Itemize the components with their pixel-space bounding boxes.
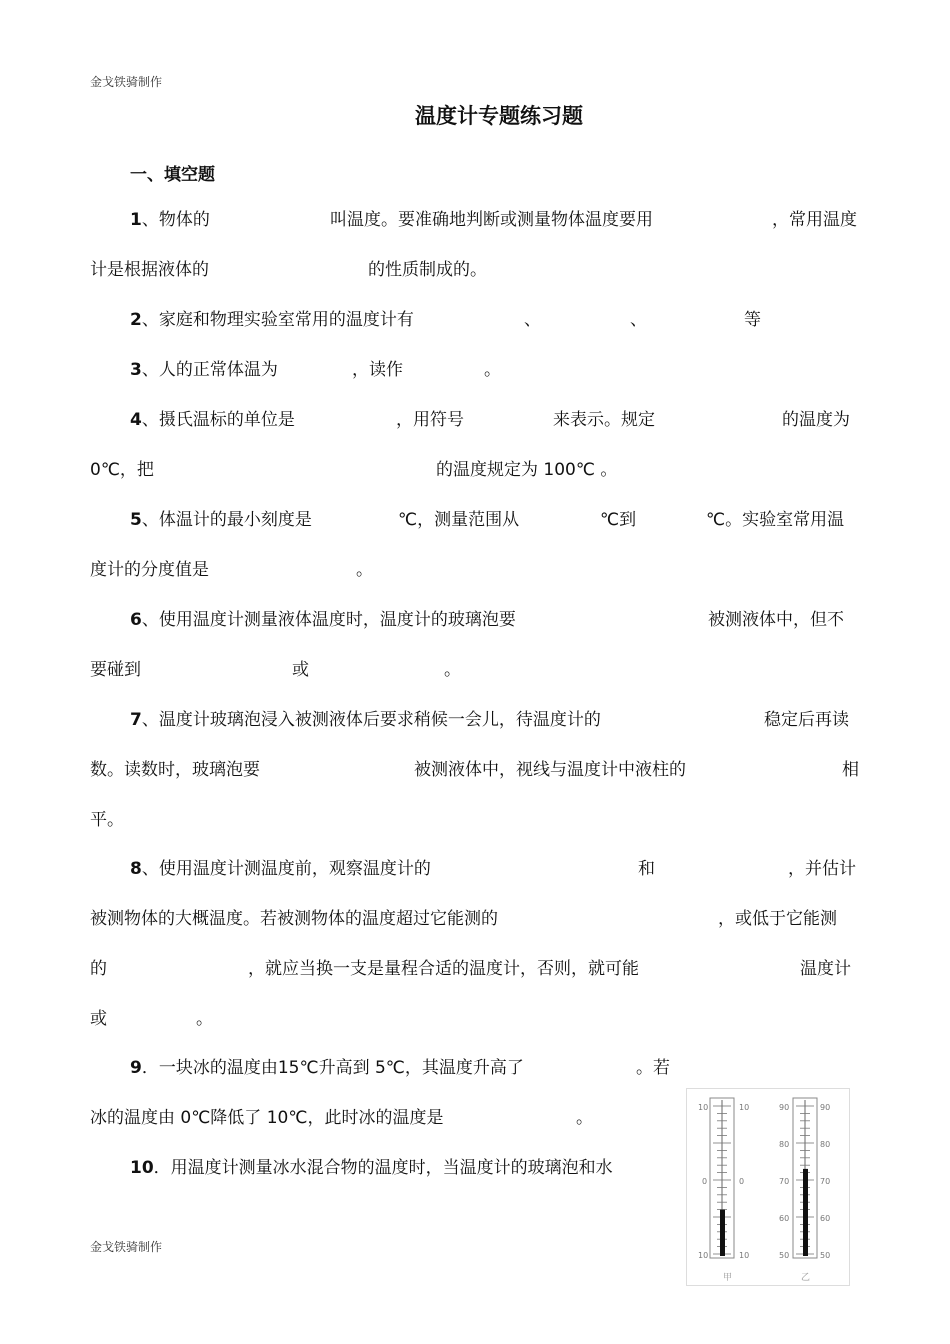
question-text: 。	[196, 1009, 213, 1029]
tick-label: 80	[820, 1140, 831, 1149]
question-text: ，常用温度	[772, 210, 857, 230]
question-text: 相	[842, 760, 859, 780]
question-text: ，用符号	[396, 410, 464, 430]
question-text: 、物体的	[141, 210, 210, 230]
question-text: 来表示。规定	[553, 410, 655, 430]
question-text: 计是根据液体的	[90, 260, 209, 280]
tick-label: 10	[739, 1251, 750, 1260]
question-text: 被测液体中，但不	[708, 610, 844, 630]
tick-label: 60	[779, 1214, 790, 1223]
question-number: 7	[130, 710, 142, 730]
question-text: 或	[292, 660, 309, 680]
question-number: 9	[130, 1058, 142, 1078]
tick-label: 50	[779, 1251, 790, 1260]
question-number: 4	[130, 410, 142, 430]
question-text: ，读作	[352, 360, 403, 380]
thermometer-figure	[686, 1088, 850, 1286]
question-text: 、家庭和物理实验室常用的温度计有	[141, 310, 414, 330]
question-text: 0℃，把	[90, 460, 154, 480]
question-text: 被测物体的大概温度。若被测物体的温度超过它能测的	[90, 909, 498, 929]
question-number: 2	[130, 310, 142, 330]
question-text: 等	[744, 310, 761, 330]
tick-label: 70	[779, 1177, 790, 1186]
question-number: 1	[130, 210, 142, 230]
tick-label: 50	[820, 1251, 831, 1260]
question-text: 、	[630, 310, 647, 330]
tick-label: 0	[739, 1177, 745, 1186]
question-text: ．一块冰的温度由15℃升高到 5℃，其温度升高了	[141, 1058, 524, 1078]
question-text: 稳定后再读	[764, 710, 849, 730]
question-text: 。若	[636, 1058, 670, 1078]
question-text: 、使用温度计测温度前，观察温度计的	[141, 859, 431, 879]
liquid-column-left	[720, 1210, 725, 1256]
question-text: 的温度规定为 100℃ 。	[436, 460, 618, 480]
question-number: 8	[130, 859, 142, 879]
question-text: 的	[90, 959, 107, 979]
question-text: 、温度计玻璃泡浸入被测液体后要求稍候一会儿，待温度计的	[141, 710, 601, 730]
question-text: 。	[444, 660, 461, 680]
question-text: 、使用温度计测量液体温度时，温度计的玻璃泡要	[141, 610, 516, 630]
question-text: 。	[484, 360, 501, 380]
tick-label: 10	[698, 1251, 709, 1260]
figure-caption-left: 甲	[723, 1273, 733, 1283]
tick-label: 0	[702, 1177, 708, 1186]
tick-label: 90	[820, 1103, 831, 1112]
question-text: 的温度为	[782, 410, 850, 430]
question-text: ，或低于它能测	[718, 909, 837, 929]
question-text: 的性质制成的。	[368, 260, 487, 280]
question-text: 、	[524, 310, 541, 330]
question-text: 。	[576, 1108, 593, 1128]
tick-label: 60	[820, 1214, 831, 1223]
question-text: ℃到	[600, 510, 637, 530]
page-header: 金戈铁骑制作	[90, 75, 163, 89]
question-text: 叫温度。要准确地判断或测量物体温度要用	[330, 210, 653, 230]
page-title: 温度计专题练习题	[415, 104, 583, 128]
liquid-column-right	[803, 1169, 808, 1256]
question-text: 数。读数时，玻璃泡要	[90, 760, 260, 780]
question-text: 、摄氏温标的单位是	[141, 410, 295, 430]
question-text: ．用温度计测量冰水混合物的温度时，当温度计的玻璃泡和水	[153, 1158, 613, 1178]
question-text: 度计的分度值是	[90, 560, 209, 580]
question-text: ℃，测量范围从	[398, 510, 520, 530]
question-text: ℃。实验室常用温	[706, 510, 845, 530]
question-text: 和	[638, 859, 655, 879]
tick-label: 80	[779, 1140, 790, 1149]
question-text: 或	[90, 1009, 107, 1029]
question-text: 温度计	[800, 959, 851, 979]
figure-caption-right: 乙	[801, 1273, 811, 1283]
question-text: ，并估计	[788, 859, 856, 879]
tick-label: 90	[779, 1103, 790, 1112]
question-text: 、体温计的最小刻度是	[141, 510, 312, 530]
question-text: 冰的温度由 0℃降低了 10℃，此时冰的温度是	[90, 1108, 444, 1128]
page-footer: 金戈铁骑制作	[90, 1240, 163, 1254]
question-text: 被测液体中，视线与温度计中液柱的	[414, 760, 686, 780]
question-text: 平。	[90, 810, 124, 830]
question-number: 5	[130, 510, 142, 530]
question-text: 、人的正常体温为	[141, 360, 278, 380]
section-heading-fill-blank: 一、填空题	[130, 165, 215, 185]
question-number: 6	[130, 610, 142, 630]
question-number: 3	[130, 360, 142, 380]
question-number: 10	[130, 1158, 154, 1178]
question-text: ，就应当换一支是量程合适的温度计，否则，就可能	[248, 959, 639, 979]
tick-label: 70	[820, 1177, 831, 1186]
question-text: 。	[356, 560, 373, 580]
tick-label: 10	[698, 1103, 709, 1112]
tick-label: 10	[739, 1103, 750, 1112]
question-text: 要碰到	[90, 660, 141, 680]
